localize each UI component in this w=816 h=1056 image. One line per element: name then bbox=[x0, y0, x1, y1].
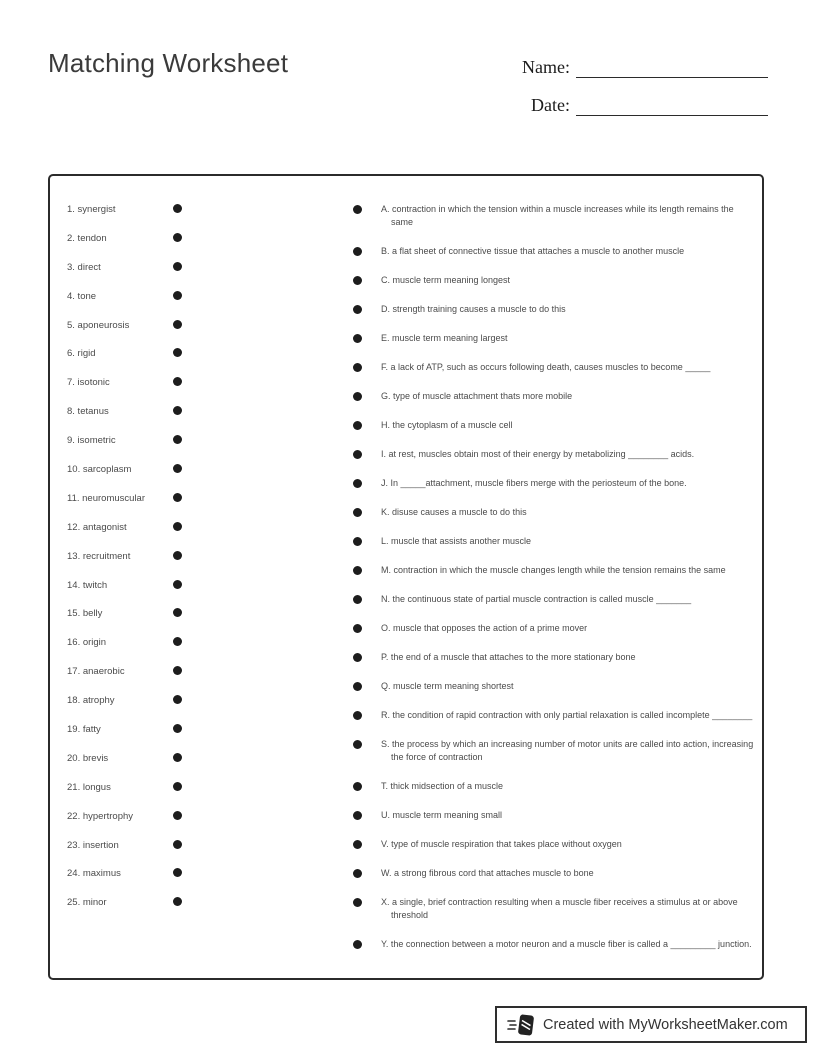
term-match-bullet[interactable] bbox=[173, 262, 182, 271]
term-label: 17. anaerobic bbox=[67, 666, 125, 678]
term-row bbox=[67, 348, 182, 377]
term-row bbox=[67, 840, 182, 869]
definition-text: L. muscle that assists another muscle bbox=[381, 536, 532, 546]
definition-text: N. the continuous state of partial muscle contraction is called muscle _______ bbox=[381, 594, 692, 604]
term-label: 23. insertion bbox=[67, 839, 119, 851]
definition-text: U. muscle term meaning small bbox=[381, 810, 503, 820]
definition-row bbox=[353, 564, 757, 577]
term-row bbox=[67, 637, 182, 666]
definitions-column bbox=[353, 203, 757, 967]
term-match-bullet[interactable] bbox=[173, 753, 182, 762]
term-label: 11. neuromuscular bbox=[67, 492, 145, 504]
term-match-bullet[interactable] bbox=[173, 551, 182, 560]
term-row bbox=[67, 522, 182, 551]
term-label: 7. isotonic bbox=[67, 377, 110, 389]
term-match-bullet[interactable] bbox=[173, 637, 182, 646]
term-match-bullet[interactable] bbox=[173, 724, 182, 733]
definition-match-bullet[interactable] bbox=[353, 653, 362, 662]
term-row bbox=[67, 233, 182, 262]
definition-text: O. muscle that opposes the action of a prime mover bbox=[381, 623, 588, 633]
name-blank-line[interactable] bbox=[576, 54, 768, 78]
definition-row bbox=[353, 390, 757, 403]
credit-text: Created with MyWorksheetMaker.com bbox=[543, 1016, 788, 1033]
definition-text: I. at rest, muscles obtain most of their energy by metabolizing ________ acids. bbox=[381, 449, 695, 459]
term-label: 3. direct bbox=[67, 261, 101, 273]
definition-row bbox=[353, 809, 757, 822]
term-match-bullet[interactable] bbox=[173, 868, 182, 877]
definition-text: F. a lack of ATP, such as occurs following death, causes muscles to become _____ bbox=[381, 362, 711, 372]
term-match-bullet[interactable] bbox=[173, 320, 182, 329]
term-label: 10. sarcoplasm bbox=[67, 464, 132, 476]
term-match-bullet[interactable] bbox=[173, 811, 182, 820]
definition-text: W. a strong fibrous cord that attaches muscle to bone bbox=[381, 868, 594, 878]
term-row bbox=[67, 204, 182, 233]
term-row bbox=[67, 551, 182, 580]
term-row bbox=[67, 608, 182, 637]
definition-match-bullet[interactable] bbox=[353, 276, 362, 285]
term-label: 9. isometric bbox=[67, 435, 116, 447]
date-blank-line[interactable] bbox=[576, 92, 768, 116]
definition-match-bullet[interactable] bbox=[353, 782, 362, 791]
definition-row bbox=[353, 838, 757, 851]
term-row bbox=[67, 753, 182, 782]
definition-match-bullet[interactable] bbox=[353, 421, 362, 430]
definition-match-bullet[interactable] bbox=[353, 392, 362, 401]
definition-text: J. In _____attachment, muscle fibers merge with the periosteum of the bone. bbox=[381, 478, 687, 488]
term-row bbox=[67, 406, 182, 435]
term-match-bullet[interactable] bbox=[173, 291, 182, 300]
definition-text: P. the end of a muscle that attaches to the more stationary bone bbox=[381, 652, 636, 662]
term-match-bullet[interactable] bbox=[173, 695, 182, 704]
definition-text: M. contraction in which the muscle changes length while the tension remains the same bbox=[381, 565, 726, 575]
name-label: Name: bbox=[522, 57, 570, 77]
term-label: 4. tone bbox=[67, 290, 97, 302]
definition-text: V. type of muscle respiration that takes place without oxygen bbox=[381, 839, 622, 849]
definition-match-bullet[interactable] bbox=[353, 682, 362, 691]
definition-match-bullet[interactable] bbox=[353, 537, 362, 546]
name-row bbox=[500, 50, 768, 78]
term-label: 14. twitch bbox=[67, 579, 108, 591]
definition-text: Q. muscle term meaning shortest bbox=[381, 681, 514, 691]
definition-text: A. contraction in which the tension within a muscle increases while its length remains the same bbox=[381, 204, 734, 227]
definition-row bbox=[353, 419, 757, 432]
term-label: 16. origin bbox=[67, 637, 107, 649]
definition-text: K. disuse causes a muscle to do this bbox=[381, 507, 527, 517]
definition-text: D. strength training causes a muscle to do this bbox=[381, 304, 566, 314]
definition-row bbox=[353, 651, 757, 664]
worksheet-maker-logo-icon bbox=[507, 1012, 537, 1038]
definition-match-bullet[interactable] bbox=[353, 811, 362, 820]
definition-match-bullet[interactable] bbox=[353, 711, 362, 720]
definition-row bbox=[353, 896, 757, 922]
definition-text: B. a flat sheet of connective tissue that attaches a muscle to another muscle bbox=[381, 246, 685, 256]
definition-text: C. muscle term meaning longest bbox=[381, 275, 511, 285]
definition-match-bullet[interactable] bbox=[353, 363, 362, 372]
term-row bbox=[67, 377, 182, 406]
term-match-bullet[interactable] bbox=[173, 897, 182, 906]
definition-text: X. a single, brief contraction resulting when a muscle fiber receives a stimulus at or above threshold bbox=[381, 897, 738, 920]
term-match-bullet[interactable] bbox=[173, 233, 182, 242]
term-row bbox=[67, 724, 182, 753]
definition-row bbox=[353, 867, 757, 880]
term-match-bullet[interactable] bbox=[173, 782, 182, 791]
term-match-bullet[interactable] bbox=[173, 348, 182, 357]
term-row bbox=[67, 897, 182, 926]
definition-row bbox=[353, 448, 757, 461]
definition-row bbox=[353, 361, 757, 374]
definition-match-bullet[interactable] bbox=[353, 869, 362, 878]
definition-row bbox=[353, 203, 757, 229]
definition-match-bullet[interactable] bbox=[353, 595, 362, 604]
definition-text: R. the condition of rapid contraction with only partial relaxation is called incomplete ________ bbox=[381, 710, 753, 720]
definition-match-bullet[interactable] bbox=[353, 305, 362, 314]
definition-row bbox=[353, 332, 757, 345]
term-label: 25. minor bbox=[67, 897, 107, 909]
matching-area bbox=[48, 174, 764, 980]
term-label: 20. brevis bbox=[67, 752, 109, 764]
definition-row bbox=[353, 938, 757, 951]
definition-text: Y. the connection between a motor neuron and a muscle fiber is called a _________ junction. bbox=[381, 939, 752, 949]
term-label: 5. aponeurosis bbox=[67, 319, 130, 331]
terms-column bbox=[67, 204, 182, 926]
term-match-bullet[interactable] bbox=[173, 493, 182, 502]
definition-row bbox=[353, 680, 757, 693]
term-row bbox=[67, 666, 182, 695]
definition-match-bullet[interactable] bbox=[353, 508, 362, 517]
definition-match-bullet[interactable] bbox=[353, 334, 362, 343]
definition-match-bullet[interactable] bbox=[353, 566, 362, 575]
term-match-bullet[interactable] bbox=[173, 435, 182, 444]
term-label: 12. antagonist bbox=[67, 521, 127, 533]
definition-row bbox=[353, 477, 757, 490]
term-match-bullet[interactable] bbox=[173, 406, 182, 415]
definition-text: S. the process by which an increasing number of motor units are called into action, increasing the force of contraction bbox=[381, 739, 754, 762]
term-row bbox=[67, 262, 182, 291]
definition-row bbox=[353, 303, 757, 316]
definition-row bbox=[353, 245, 757, 258]
term-label: 21. longus bbox=[67, 781, 111, 793]
definition-match-bullet[interactable] bbox=[353, 205, 362, 214]
term-row bbox=[67, 435, 182, 464]
definition-match-bullet[interactable] bbox=[353, 479, 362, 488]
term-match-bullet[interactable] bbox=[173, 204, 182, 213]
term-label: 15. belly bbox=[67, 608, 103, 620]
term-row bbox=[67, 580, 182, 609]
definition-text: E. muscle term meaning largest bbox=[381, 333, 508, 343]
term-row bbox=[67, 811, 182, 840]
term-label: 2. tendon bbox=[67, 232, 107, 244]
definition-text: G. type of muscle attachment thats more mobile bbox=[381, 391, 573, 401]
term-match-bullet[interactable] bbox=[173, 580, 182, 589]
definition-text: H. the cytoplasm of a muscle cell bbox=[381, 420, 513, 430]
term-match-bullet[interactable] bbox=[173, 666, 182, 675]
term-label: 13. recruitment bbox=[67, 550, 131, 562]
definition-row bbox=[353, 593, 757, 606]
definition-row bbox=[353, 738, 757, 764]
term-row bbox=[67, 782, 182, 811]
definition-match-bullet[interactable] bbox=[353, 840, 362, 849]
term-row bbox=[67, 868, 182, 897]
term-row bbox=[67, 320, 182, 349]
definition-text: T. thick midsection of a muscle bbox=[381, 781, 504, 791]
term-label: 1. synergist bbox=[67, 204, 116, 215]
term-match-bullet[interactable] bbox=[173, 377, 182, 386]
date-row bbox=[500, 88, 768, 116]
term-label: 24. maximus bbox=[67, 868, 121, 880]
definition-row bbox=[353, 506, 757, 519]
term-label: 22. hypertrophy bbox=[67, 810, 134, 822]
term-label: 6. rigid bbox=[67, 348, 96, 360]
definition-match-bullet[interactable] bbox=[353, 247, 362, 256]
definition-row bbox=[353, 274, 757, 287]
term-match-bullet[interactable] bbox=[173, 522, 182, 531]
term-match-bullet[interactable] bbox=[173, 464, 182, 473]
term-match-bullet[interactable] bbox=[173, 608, 182, 617]
page-title: Matching Worksheet bbox=[48, 48, 289, 78]
term-row bbox=[67, 493, 182, 522]
definition-match-bullet[interactable] bbox=[353, 740, 362, 749]
date-label: Date: bbox=[531, 95, 570, 115]
term-row bbox=[67, 464, 182, 493]
credit-badge bbox=[495, 1006, 807, 1043]
definition-row bbox=[353, 535, 757, 548]
definition-match-bullet[interactable] bbox=[353, 450, 362, 459]
name-date-block bbox=[500, 50, 768, 126]
definition-match-bullet[interactable] bbox=[353, 898, 362, 907]
term-row bbox=[67, 695, 182, 724]
definition-row bbox=[353, 780, 757, 793]
definition-row bbox=[353, 622, 757, 635]
term-label: 19. fatty bbox=[67, 724, 101, 736]
definition-match-bullet[interactable] bbox=[353, 624, 362, 633]
definition-row bbox=[353, 709, 757, 722]
definition-match-bullet[interactable] bbox=[353, 940, 362, 949]
term-label: 18. atrophy bbox=[67, 695, 115, 707]
term-label: 8. tetanus bbox=[67, 406, 109, 418]
term-match-bullet[interactable] bbox=[173, 840, 182, 849]
term-row bbox=[67, 291, 182, 320]
